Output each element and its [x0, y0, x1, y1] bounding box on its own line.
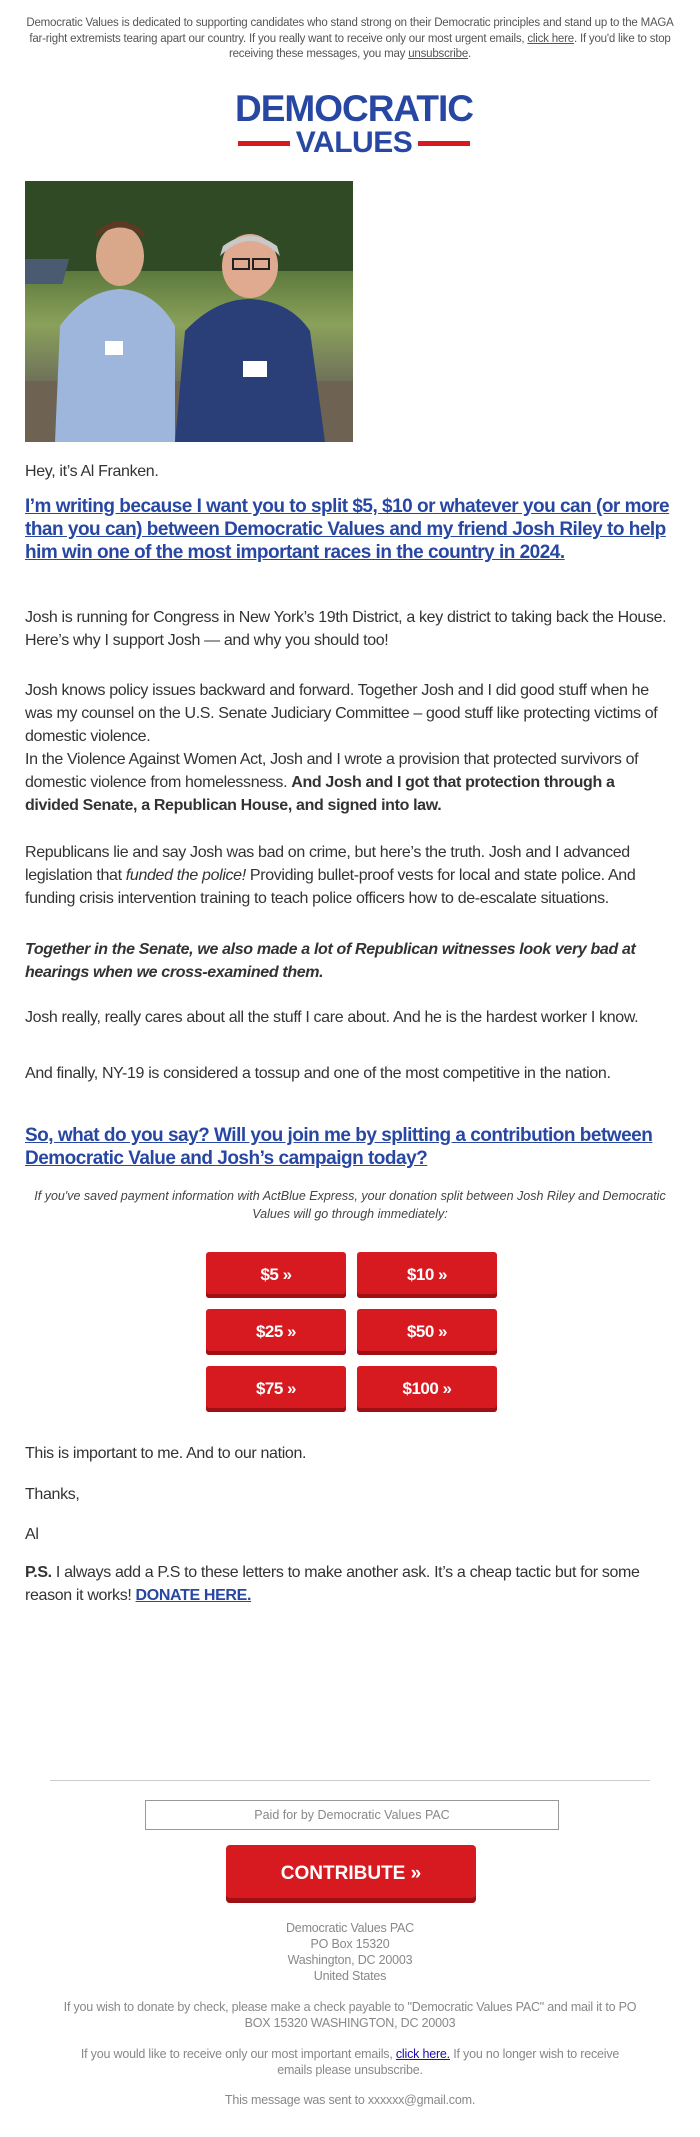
paragraph-2: Josh knows policy issues backward and forward. Together Josh and I did good stuff when he was my counsel on the U.S. Senate Judiciary Committee – good stuff like protecting victims of domestic violence.	[25, 682, 658, 745]
headline-link[interactable]: I’m writing because I want you to split $5, $10 or whatever you can (or more than you can) between Democratic Values and my friend Josh Riley to help him win one of the most important races in the country in 2024.	[25, 496, 670, 563]
paragraph-3: In the Violence Against Women Act, Josh and I wrote a provision that protected survivors of domestic violence from homelessness. And Josh and I got that protection through a divided Senate, a Republican House, and signed into law.	[25, 751, 639, 814]
donate-75-button[interactable]: $75 »	[206, 1366, 346, 1412]
photo-illustration	[25, 181, 353, 442]
urgent-emails-link[interactable]: click here	[527, 32, 574, 45]
paragraph-7: And finally, NY-19 is considered a tossup and one of the most competitive in the nation.	[25, 1065, 611, 1082]
email-preferences-note: If you would like to receive only our most important emails, click here. If you no longer wish to receive emails please unsubscribe.	[80, 2047, 620, 2077]
postscript: P.S. I always add a P.S to these letters to make another ask. It’s a cheap tactic but for some reason it works! DONATE HERE.	[25, 1564, 640, 1604]
donate-5-button[interactable]: $5 »	[206, 1252, 346, 1298]
actblue-express-note: If you've saved payment information with ActBlue Express, your donation split between Josh Riley and Democratic Values will go through immediately:	[34, 1189, 666, 1221]
greeting: Hey, it’s Al Franken.	[25, 463, 159, 480]
photo-josh-riley-al-franken	[25, 181, 353, 442]
headline2-link[interactable]: So, what do you say? Will you join me by splitting a contribution between Democratic Value and Josh’s campaign today?	[25, 1125, 653, 1169]
donate-25-button[interactable]: $25 »	[206, 1309, 346, 1355]
footer-divider	[50, 1780, 650, 1781]
check-note: If you wish to donate by check, please make a check payable to "Democratic Values PAC" and mail it to PO BOX 15320 WASHINGTON, DC 20003	[63, 2000, 637, 2030]
donate-here-link[interactable]: DONATE HERE.	[135, 1587, 252, 1604]
contribute-button[interactable]: CONTRIBUTE »	[226, 1845, 476, 1903]
paragraph-5: Together in the Senate, we also made a lot of Republican witnesses look very bad at hearings when we cross-examined them.	[25, 941, 636, 981]
donate-50-button[interactable]: $50 »	[357, 1309, 497, 1355]
closing-line: This is important to me. And to our nation.	[25, 1445, 307, 1462]
footer-address: Democratic Values PAC PO Box 15320 Washington, DC 20003 United States	[285, 1921, 415, 1983]
paid-for-box: Paid for by Democratic Values PAC	[145, 1800, 559, 1830]
paragraph-4: Republicans lie and say Josh was bad on crime, but here’s the truth. Josh and I advanced legislation that funded the police! Providing bullet-proof vests for local and state police. And funding crisis intervention training to teach police officers how to de-escalate situations.	[25, 844, 636, 907]
donate-100-button[interactable]: $100 »	[357, 1366, 497, 1412]
logo-bar-left	[238, 141, 290, 146]
paragraph-1: Josh is running for Congress in New York’s 19th District, a key district to taking back the House. Here’s why I support Josh — and why you should too!	[25, 609, 667, 649]
logo-bar-right	[418, 141, 470, 146]
logo-line2: VALUES	[295, 126, 413, 159]
paragraph-6: Josh really, really cares about all the stuff I care about. And he is the hardest worker I know.	[25, 1009, 639, 1026]
signature: Al	[25, 1526, 39, 1543]
thanks-line: Thanks,	[25, 1486, 80, 1503]
sent-to-note: This message was sent to xxxxxx@gmail.com.	[224, 2093, 476, 2107]
donate-10-button[interactable]: $10 »	[357, 1252, 497, 1298]
logo-line1: DEMOCRATIC	[234, 88, 473, 129]
unsubscribe-link[interactable]: unsubscribe	[408, 48, 469, 60]
democratic-values-logo	[228, 88, 480, 159]
header-note: Democratic Values is dedicated to supporting candidates who stand strong on their Democratic principles and stand up to the MAGA far-right extremists tearing apart our country. If you really want to receive only our most urgent emails, click here. If you'd like to stop receiving these messages, you may unsubscribe.	[26, 17, 674, 60]
important-emails-link[interactable]: click here.	[395, 2047, 450, 2061]
